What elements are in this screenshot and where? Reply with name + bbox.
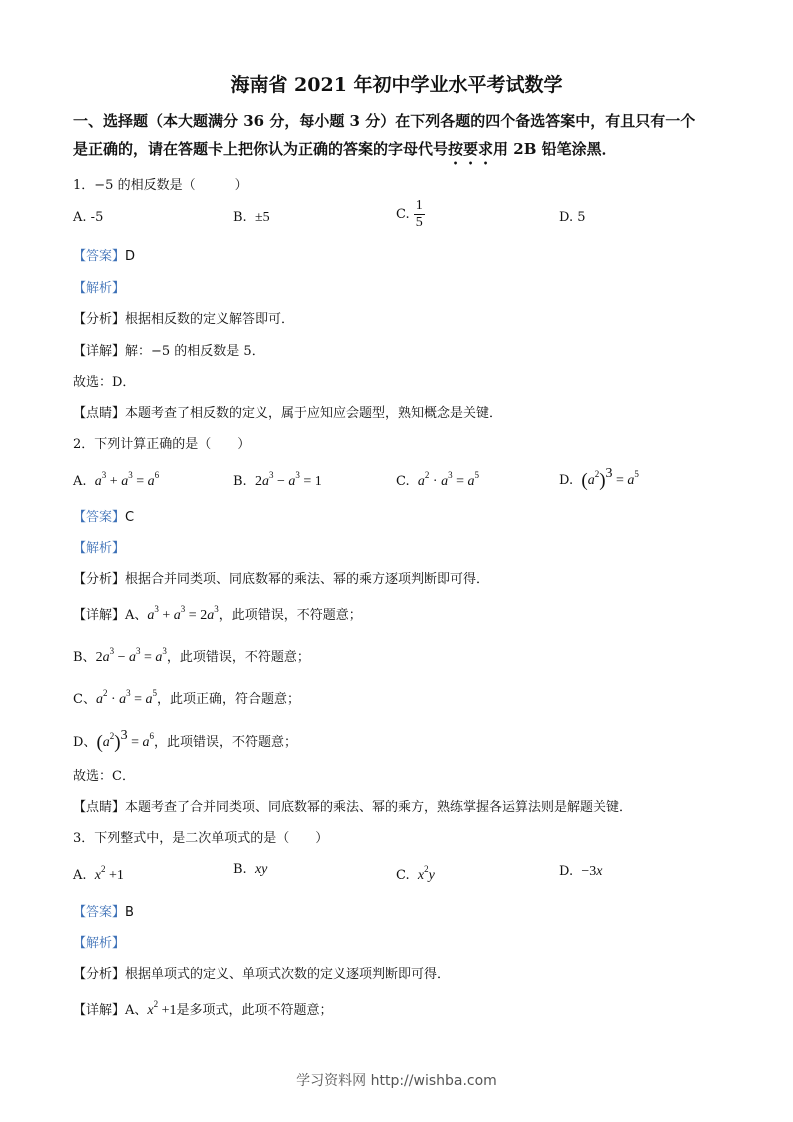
q1-guxuan: 故选：D．: [73, 375, 136, 390]
q2-xiangjie-a: 【详解】A、$a^3 + a^3 = 2a^3$，此项错误，不符题意；: [73, 604, 362, 623]
q2-xiangjie-b: B、$2a^3 - a^3 = a^3$，此项错误，不符题意；: [73, 646, 310, 665]
section-instructions-line1: 一、选择题（本大题满分 36 分，每小题 3 分）在下列各题的四个备选答案中，有且只有一个: [73, 112, 696, 130]
q3-stem: 3．下列整式中，是二次单项式的是（ ）: [73, 831, 329, 846]
q1-option-d: D. 5: [559, 210, 586, 225]
q1-xiangjie: 【详解】解：−5 的相反数是 5．: [73, 344, 265, 359]
section-instructions-line2: 是正确的，请在答题卡上把你认为正确的答案的字母代号按要求用 2B 铅笔涂黑．: [73, 140, 617, 158]
q2-answer: 【答案】C: [73, 510, 135, 525]
page-title: 海南省 2021 年初中学业水平考试数学: [230, 74, 563, 96]
q1-fenxi: 【分析】根据相反数的定义解答即可．: [73, 312, 295, 327]
q3-option-a: A. $x^2 +1$: [73, 864, 124, 883]
q2-option-a: A. $a^3 + a^3 = a^6$: [73, 470, 160, 489]
q2-option-c: C. $a^2 \cdot a^3 = a^5$: [396, 470, 479, 489]
q2-analysis-tag: 【解析】: [73, 541, 126, 556]
footer-watermark[interactable]: 学习资料网 http://wishba.com: [296, 1073, 497, 1089]
q3-fenxi: 【分析】根据单项式的定义、单项式次数的定义逐项判断即可得．: [73, 967, 451, 982]
q3-option-c: C. $x^2y$: [396, 864, 435, 883]
q2-guxuan: 故选：C．: [73, 769, 135, 784]
q1-answer: 【答案】D: [73, 249, 136, 264]
q1-analysis-tag: 【解析】: [73, 281, 126, 296]
q1-stem: 1．−5 的相反数是（ ）: [73, 178, 248, 193]
q2-xiangjie-c: C、$a^2 \cdot a^3 = a^5$，此项正确，符合题意；: [73, 688, 301, 707]
q3-answer: 【答案】B: [73, 905, 134, 920]
q1-option-b: B. ±5: [233, 210, 270, 225]
q2-xiangjie-d: D、$(a^2)^3 = a^6$，此项错误，不符题意；: [73, 728, 298, 753]
q3-option-b: B. xy: [233, 862, 268, 877]
q2-stem: 2．下列计算正确的是（ ）: [73, 437, 251, 452]
q2-dianjing: 【点睛】本题考查了合并同类项、同底数幂的乘法、幂的乘方，熟练掌握各运算法则是解题关键．: [73, 800, 633, 815]
q3-option-d: D. −3x: [559, 864, 603, 879]
q2-fenxi: 【分析】根据合并同类项、同底数幂的乘法、幂的乘方逐项判断即可得．: [73, 572, 490, 587]
q3-xiangjie-a: 【详解】A、$x^2 +1$是多项式，此项不符题意；: [73, 999, 333, 1018]
q2-option-d: D. $(a^2)^3 = a^5$: [559, 466, 639, 491]
q1-option-c: C. $\frac{1}{5}$: [396, 198, 423, 230]
q1-option-a: A. -5: [73, 210, 104, 225]
q3-analysis-tag: 【解析】: [73, 936, 126, 951]
q2-option-b: B. $2a^3 - a^3 = 1$: [233, 470, 322, 489]
q1-dianjing: 【点睛】本题考查了相反数的定义，属于应知应会题型，熟知概念是关键．: [73, 406, 503, 421]
